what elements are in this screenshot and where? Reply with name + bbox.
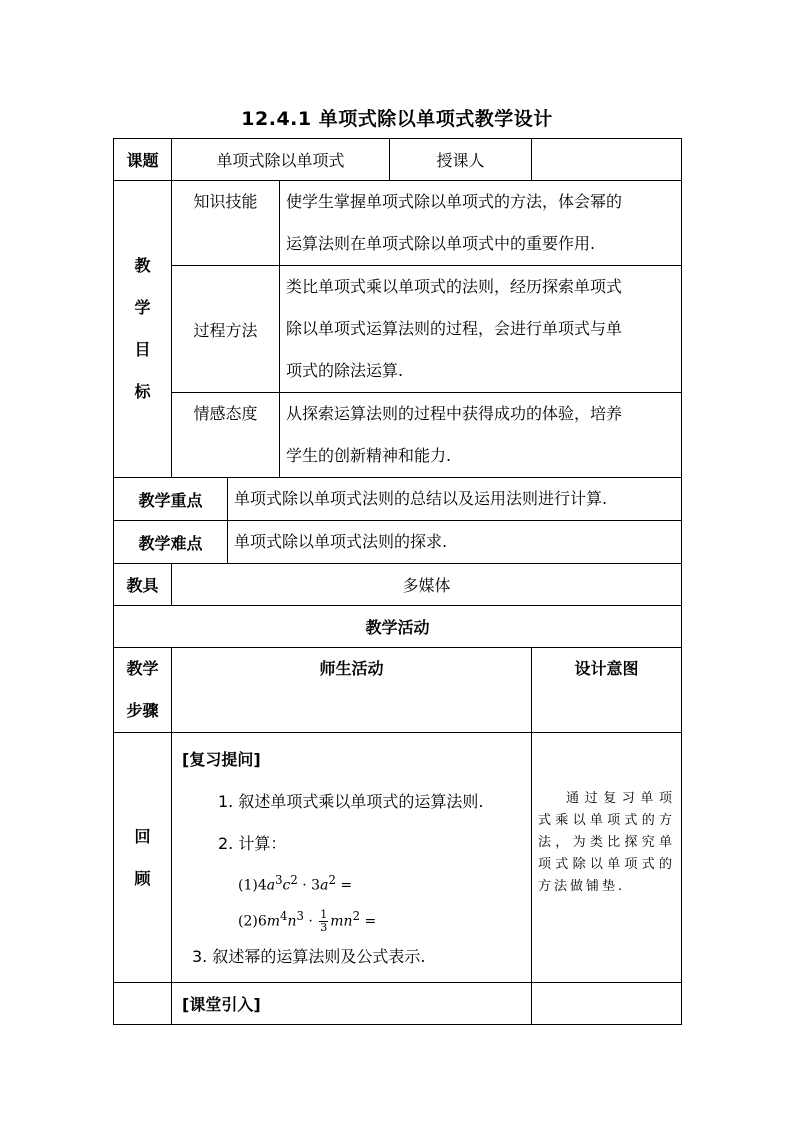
review-step: 回 顾 [114, 733, 172, 983]
fraction: $\frac{1}{3}$ [320, 907, 328, 934]
page-title: 12.4.1 单项式除以单项式教学设计 [241, 108, 553, 130]
review-item-2: 2. 计算： [218, 834, 287, 853]
step-column-header: 教学 步骤 [114, 648, 172, 733]
key-point-value: 单项式除以单项式法则的总结以及运用法则进行计算. [228, 478, 682, 521]
review-intent: 通过复习单项式乘以单项式的方法，为类比探究单项式除以单项式的方法做铺垫. [532, 733, 682, 983]
intro-step [114, 983, 172, 1025]
objective-text-process: 类比单项式乘以单项式的法则，经历探索单项式 除以单项式运算法则的过程，会进行单项式与单 项式的除法运算. [280, 266, 682, 393]
difficulty-row [114, 521, 682, 564]
objective-row-attitude [114, 393, 682, 478]
formula-1: $(1)4a^3c^2 \cdot 3a^2$ = [238, 873, 353, 894]
difficulty-value: 单项式除以单项式法则的探求. [228, 521, 682, 564]
review-item-3: 3. 叙述幂的运算法则及公式表示. [192, 947, 426, 967]
activities-heading-row [114, 606, 682, 648]
review-row [114, 733, 682, 983]
topic-label: 课题 [114, 139, 172, 181]
tools-row [114, 564, 682, 606]
header-row [114, 139, 682, 181]
intro-intent [532, 983, 682, 1025]
key-point-row [114, 478, 682, 521]
intro-row [114, 983, 682, 1025]
objective-row-knowledge [114, 181, 682, 266]
key-point-label: 教学重点 [114, 478, 228, 521]
objective-label-attitude: 情感态度 [172, 393, 280, 478]
intent-column-header: 设计意图 [532, 648, 682, 733]
activity-column-header: 师生活动 [172, 648, 532, 733]
teacher-value [532, 139, 682, 181]
review-item-1: 1. 叙述单项式乘以单项式的运算法则. [218, 792, 484, 811]
tools-value: 多媒体 [172, 564, 682, 606]
lesson-plan-table [113, 138, 682, 1025]
formula-2: $(2)6m^4n^3$ · $\frac{1}{3}$ $mn^2$ = [238, 907, 377, 934]
teacher-label: 授课人 [390, 139, 532, 181]
topic-value: 单项式除以单项式 [172, 139, 390, 181]
difficulty-label: 教学难点 [114, 521, 228, 564]
objectives-label: 教 学 目 标 [114, 181, 172, 478]
activities-heading: 教学活动 [114, 606, 682, 648]
activities-columns-row [114, 648, 682, 733]
tools-label: 教具 [114, 564, 172, 606]
objective-text-attitude: 从探索运算法则的过程中获得成功的体验，培养 学生的创新精神和能力. [280, 393, 682, 478]
objective-label-process: 过程方法 [172, 266, 280, 393]
review-section-title: [复习提问] [182, 750, 261, 769]
intro-section-title: [课堂引入] [172, 983, 532, 1025]
objective-row-process [114, 266, 682, 393]
objective-label-knowledge: 知识技能 [172, 181, 280, 266]
review-activity [172, 733, 532, 983]
objective-text-knowledge: 使学生掌握单项式除以单项式的方法，体会幂的 运算法则在单项式除以单项式中的重要作用. [280, 181, 682, 266]
